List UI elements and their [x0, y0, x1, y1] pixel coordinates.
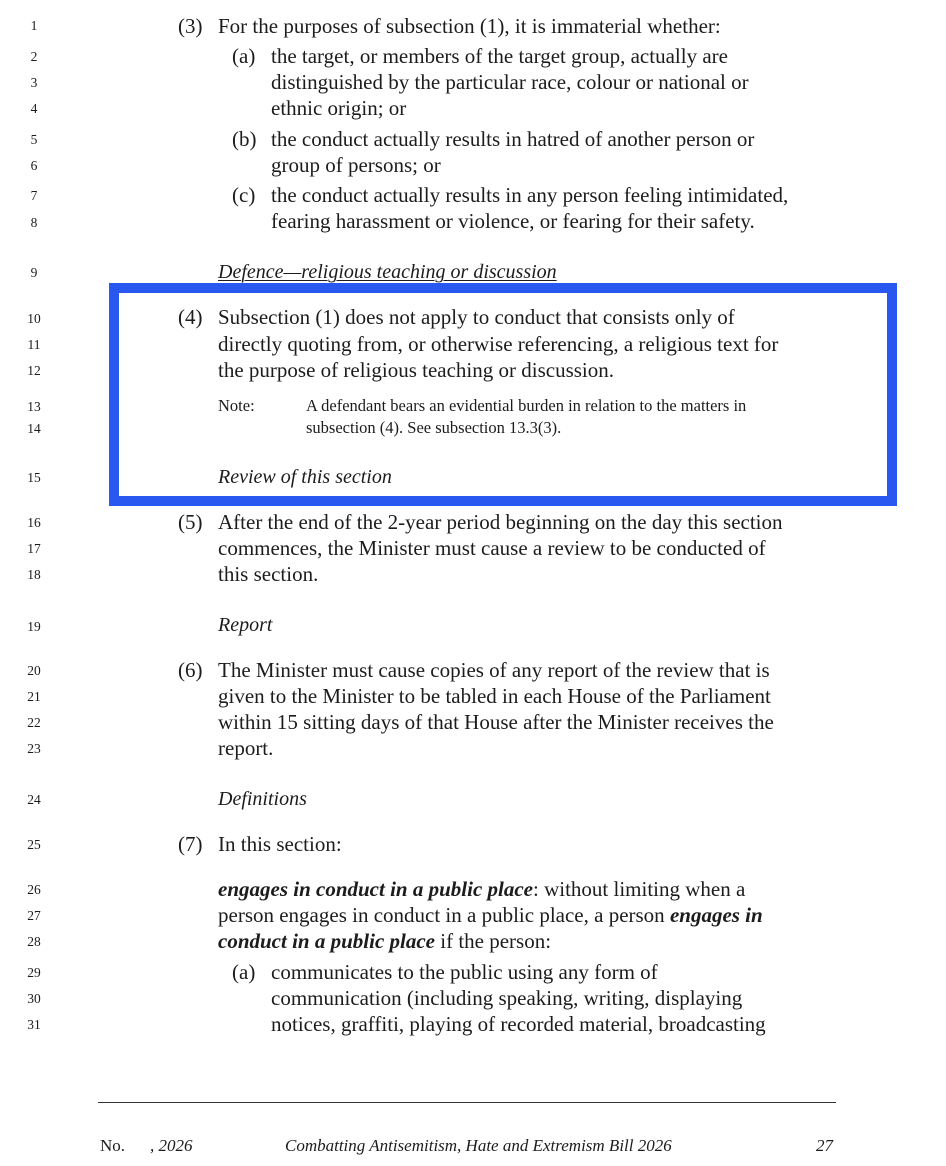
definition-line — [218, 931, 551, 952]
definition-paragraph-a-line: communication (including speaking, writing, displaying — [271, 986, 743, 1010]
paragraph-b-line: group of persons; or — [271, 153, 441, 177]
definition-line — [218, 905, 763, 926]
subsection-5-line: After the end of the 2-year period beginning on the day this section — [218, 510, 783, 534]
heading-report: Report — [218, 614, 273, 636]
subsection-6-line: report. — [218, 736, 274, 760]
note-label: Note: — [218, 396, 255, 415]
line-number: 30 — [27, 991, 41, 1006]
line-number: 17 — [27, 541, 41, 556]
line-number: 1 — [30, 18, 38, 33]
definition-paragraph-a-line: communicates to the public using any form of — [271, 960, 658, 984]
line-number: 4 — [30, 101, 38, 116]
line-number: 28 — [27, 934, 41, 949]
line-number: 11 — [27, 337, 41, 352]
line-number: 18 — [27, 567, 41, 582]
paragraph-a-line: distinguished by the particular race, colour or national or — [271, 70, 749, 94]
defined-term: engages in conduct in a public place — [218, 877, 533, 901]
footer-rule — [98, 1102, 836, 1103]
heading-review: Review of this section — [218, 466, 392, 488]
line-number: 31 — [27, 1017, 41, 1032]
line-number: 23 — [27, 741, 41, 756]
definition-text: if the person: — [435, 929, 552, 953]
footer-number: No. — [100, 1136, 126, 1155]
line-number: 22 — [27, 715, 41, 730]
footer-title: Combatting Antisemitism, Hate and Extremism Bill 2026 — [285, 1136, 672, 1155]
line-number: 8 — [30, 215, 38, 230]
line-number: 6 — [30, 158, 38, 173]
note-line: subsection (4). See subsection 13.3(3). — [306, 418, 562, 437]
subsection-4-line: directly quoting from, or otherwise referencing, a religious text for — [218, 332, 779, 356]
line-number: 19 — [27, 619, 41, 634]
heading-defence: Defence—religious teaching or discussion — [218, 261, 557, 283]
paragraph-b-line: the conduct actually results in hatred of another person or — [271, 127, 755, 151]
definition-text: : without limiting when a — [533, 877, 746, 901]
line-number: 5 — [30, 132, 38, 147]
note-line: A defendant bears an evidential burden in relation to the matters in — [306, 396, 747, 415]
defined-term: engages in — [669, 903, 763, 927]
subsection-6-number: (6) — [178, 658, 203, 682]
subsection-3-intro: For the purposes of subsection (1), it is immaterial whether: — [218, 14, 721, 38]
line-number: 24 — [27, 792, 41, 807]
subsection-6-line: given to the Minister to be tabled in each House of the Parliament — [218, 684, 771, 708]
subsection-7-number: (7) — [178, 832, 203, 856]
subsection-4-number: (4) — [178, 305, 203, 329]
definition-text: person engages in conduct in a public place, a person — [218, 903, 670, 927]
subsection-3-number: (3) — [178, 14, 203, 38]
definition-line — [218, 879, 745, 900]
defined-term: conduct in a public place — [218, 929, 435, 953]
definition-paragraph-a-line: notices, graffiti, playing of recorded material, broadcasting — [271, 1012, 766, 1036]
footer-page-number: 27 — [816, 1136, 833, 1155]
subsection-5-line: commences, the Minister must cause a review to be conducted of — [218, 536, 766, 560]
subsection-7-text: In this section: — [218, 832, 342, 856]
heading-definitions: Definitions — [218, 788, 307, 810]
subsection-6-line: The Minister must cause copies of any report of the review that is — [218, 658, 770, 682]
line-number: 12 — [27, 363, 41, 378]
line-number: 2 — [30, 49, 38, 64]
line-number: 15 — [27, 470, 41, 485]
paragraph-a-label: (a) — [232, 44, 256, 68]
line-number: 27 — [27, 908, 41, 923]
paragraph-c-line: fearing harassment or violence, or fearing for their safety. — [271, 209, 755, 233]
paragraph-c-label: (c) — [232, 183, 256, 207]
subsection-5-line: this section. — [218, 562, 319, 586]
paragraph-a-line: ethnic origin; or — [271, 96, 407, 120]
subsection-5-number: (5) — [178, 510, 203, 534]
line-number: 20 — [27, 663, 41, 678]
line-number: 13 — [27, 399, 41, 414]
line-number: 26 — [27, 882, 41, 897]
line-number: 16 — [27, 515, 41, 530]
paragraph-a-line: the target, or members of the target group, actually are — [271, 44, 728, 68]
line-number: 3 — [30, 75, 38, 90]
line-number: 9 — [30, 265, 38, 280]
paragraph-c-line: the conduct actually results in any person feeling intimidated, — [271, 183, 789, 207]
line-number: 14 — [27, 421, 41, 436]
subsection-6-line: within 15 sitting days of that House after the Minister receives the — [218, 710, 774, 734]
line-number: 21 — [27, 689, 41, 704]
subsection-4-line: the purpose of religious teaching or discussion. — [218, 358, 615, 382]
line-number: 25 — [27, 837, 41, 852]
line-number: 10 — [27, 311, 41, 326]
line-number: 7 — [30, 188, 38, 203]
paragraph-b-label: (b) — [232, 127, 257, 151]
definition-paragraph-a-label: (a) — [232, 960, 256, 984]
footer-year: , 2026 — [150, 1136, 193, 1155]
line-number: 29 — [27, 965, 41, 980]
subsection-4-line: Subsection (1) does not apply to conduct that consists only of — [218, 305, 735, 329]
